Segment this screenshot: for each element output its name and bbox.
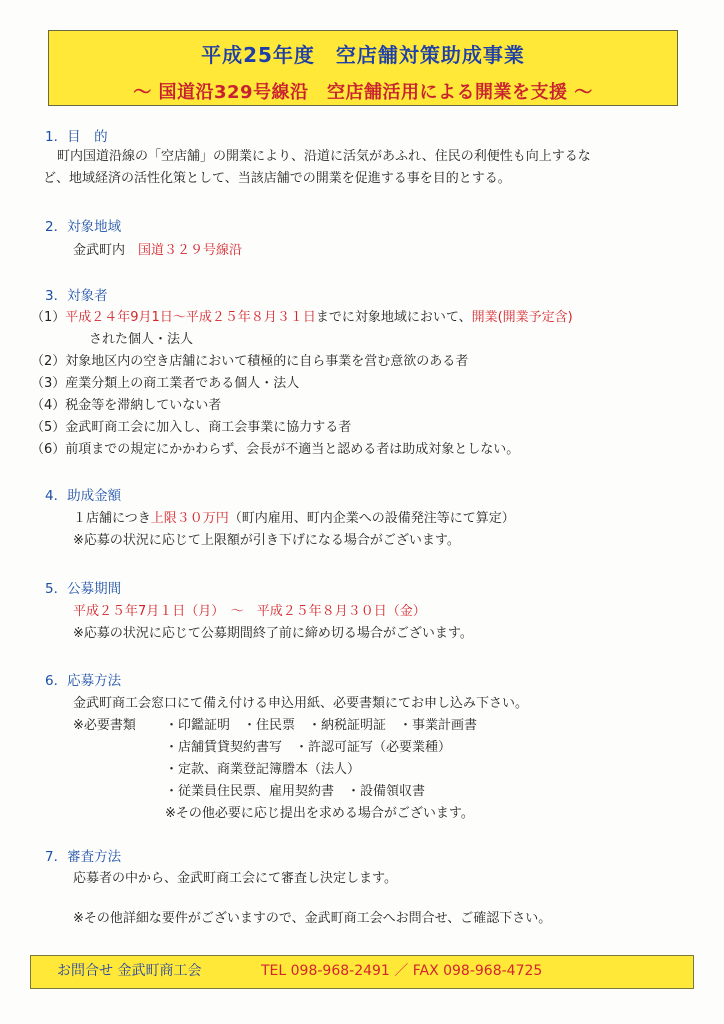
review-text: 応募者の中から、金武町商工会にて審査し決定します。 (73, 871, 397, 886)
grant-prefix: １店舗につき (73, 511, 151, 526)
grant-cap: 上限３０万円 (150, 511, 229, 526)
item-number: （1） (31, 310, 66, 325)
period-note: ※応募の状況に応じて公募期間終了前に締め切る場合がございます。 (73, 626, 473, 641)
eligibility-item-4: （4）税金等を滞納していない者 (31, 398, 222, 413)
section-heading: 4．助成金額 (45, 488, 122, 504)
contact-numbers: TEL 098-968-2491 ／ FAX 098-968-4725 (261, 963, 543, 979)
eligibility-item-6: （6）前項までの規定にかかわらず、会長が不適当と認める者は助成対象としない。 (31, 442, 520, 457)
area-text (45, 240, 242, 262)
required-docs-row-2: ・店舗賃貸契約書写 ・許認可証写（必要業種） (165, 740, 452, 755)
section-purpose (45, 128, 591, 190)
application-text: 金武町商工会窓口にて備え付ける申込用紙、必要書類にてお申し込み下さい。 (73, 696, 529, 711)
docs-line: ・印鑑証明 ・住民票 ・納税証明証 ・事業計画書 (165, 718, 478, 733)
eligibility-item-2: （2）対象地区内の空き店舗において積極的に自ら事業を営む意欲のある者 (31, 354, 469, 369)
eligibility-item-1-cont: された個人・法人 (89, 332, 194, 347)
section-heading: 3．対象者 (45, 288, 108, 304)
inquiry-note: ※その他詳細な要件がございますので、金武町商工会へお問合せ、ご確認下さい。 (73, 911, 552, 926)
eligibility-text: までに対象地域において、 (315, 310, 472, 325)
area-route: 国道３２９号線沿 (138, 243, 243, 258)
page-title: 平成25年度 空店舗対策助成事業 (201, 43, 525, 67)
grant-amount (45, 508, 515, 530)
contact-banner (30, 955, 694, 989)
eligibility-open: 開業(開業予定含) (471, 310, 573, 325)
section-heading: 1．目 的 (45, 129, 108, 145)
eligibility-item-3: （3）産業分類上の商工業者である個人・法人 (31, 376, 300, 391)
section-heading: 7．審査方法 (45, 849, 122, 865)
required-docs-row-3: ・定款、商業登記簿謄本（法人） (165, 762, 361, 777)
section-heading: 2．対象地域 (45, 219, 122, 235)
purpose-text-line2: ど、地域経済の活性化策として、当該店舗での開業を促進する事を目的とする。 (43, 171, 511, 186)
eligibility-item-1 (31, 307, 573, 329)
section-heading: 5．公募期間 (45, 581, 122, 597)
eligibility-period: 平成２４年9月1日～平成２５年８月３１日 (65, 310, 316, 325)
section-application (45, 672, 528, 825)
section-eligibility (31, 287, 573, 461)
section-area (45, 218, 242, 262)
application-period: 平成２５年7月１日（月） ～ 平成２５年８月３０日（金） (73, 604, 426, 619)
required-docs-row-4: ・従業員住民票、雇用契約書 ・設備領収書 (165, 784, 426, 799)
docs-label: ※必要書類 (73, 718, 136, 733)
grant-note: ※応募の状況に応じて上限額が引き下げになる場合がございます。 (73, 533, 460, 548)
required-docs-row-1 (45, 715, 528, 737)
purpose-text-line1: 町内国道沿線の「空店舗」の開業により、沿道に活気があふれ、住民の利便性も向上するな (57, 149, 591, 164)
required-docs-row-5: ※その他必要に応じ提出を求める場合がございます。 (165, 806, 474, 821)
title-banner (48, 30, 678, 106)
eligibility-item-5: （5）金武町商工会に加入し、商工会事業に協力する者 (31, 420, 352, 435)
page-subtitle: ～ 国道沿329号線沿 空店舗活用による開業を支援 ～ (133, 82, 593, 103)
area-prefix: 金武町内 (73, 243, 139, 258)
section-review (45, 848, 551, 930)
section-grant (45, 487, 515, 552)
grant-suffix: （町内雇用、町内企業への設備発注等にて算定） (228, 511, 515, 526)
contact-label: お問合せ 金武町商工会 (57, 963, 202, 979)
section-heading: 6．応募方法 (45, 673, 122, 689)
section-period (45, 580, 473, 645)
